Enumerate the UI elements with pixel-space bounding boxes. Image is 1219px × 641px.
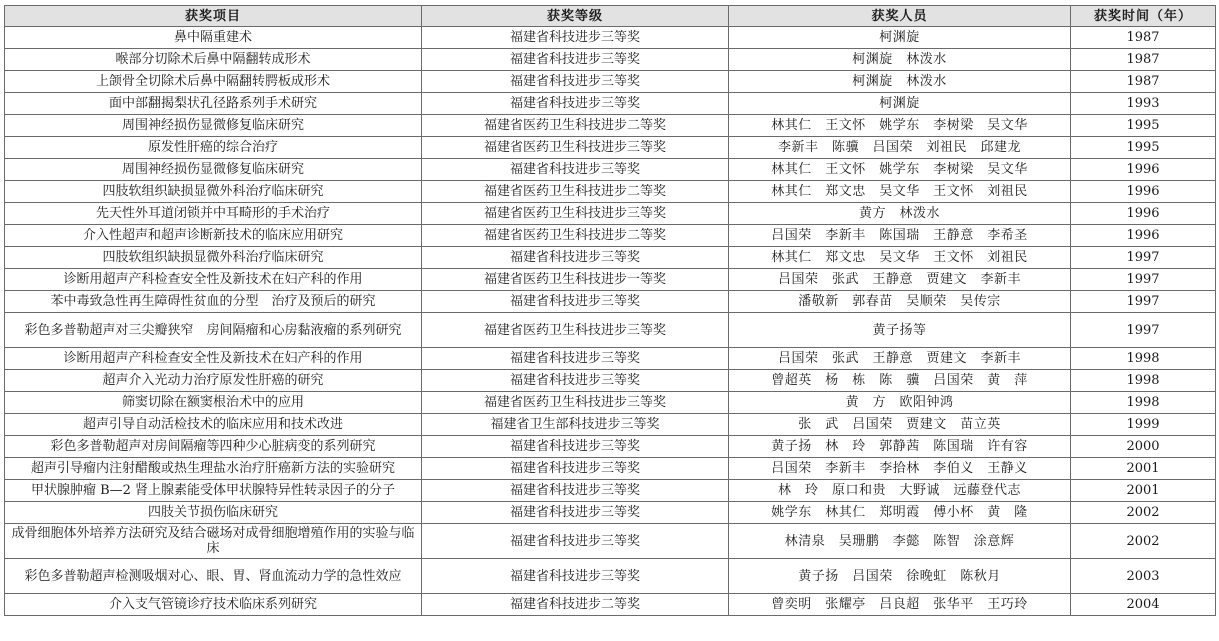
table-row <box>5 225 1216 247</box>
cell-people: 吕国荣 张武 王静意 贾建文 李新丰 <box>729 348 1071 370</box>
cell-project: 面中部翻揭梨状孔径路系列手术研究 <box>5 93 422 115</box>
table-body <box>5 27 1216 616</box>
cell-project: 苯中毒致急性再生障碍性贫血的分型 治疗及预后的研究 <box>5 291 422 313</box>
cell-level: 福建省科技进步三等奖 <box>422 458 729 480</box>
cell-year: 1998 <box>1071 348 1216 370</box>
cell-year: 1996 <box>1071 159 1216 181</box>
cell-year: 1987 <box>1071 27 1216 49</box>
cell-year: 1998 <box>1071 370 1216 392</box>
cell-level: 福建省科技进步三等奖 <box>422 370 729 392</box>
cell-year: 2002 <box>1071 502 1216 524</box>
cell-year: 1997 <box>1071 247 1216 269</box>
cell-year: 1996 <box>1071 225 1216 247</box>
cell-year: 1998 <box>1071 392 1216 414</box>
cell-level: 福建省科技进步三等奖 <box>422 436 729 458</box>
cell-project: 超声介入光动力治疗原发性肝癌的研究 <box>5 370 422 392</box>
cell-people: 黄子扬等 <box>729 313 1071 348</box>
table-row <box>5 115 1216 137</box>
cell-year: 1987 <box>1071 49 1216 71</box>
header-year: 获奖时间（年） <box>1071 6 1216 27</box>
cell-level: 福建省科技进步三等奖 <box>422 291 729 313</box>
cell-project: 先天性外耳道闭锁并中耳畸形的手术治疗 <box>5 203 422 225</box>
table-row <box>5 458 1216 480</box>
table-row <box>5 559 1216 594</box>
cell-level: 福建省科技进步三等奖 <box>422 27 729 49</box>
cell-level: 福建省卫生部科技进步三等奖 <box>422 414 729 436</box>
cell-level: 福建省科技进步三等奖 <box>422 247 729 269</box>
cell-people: 林其仁 王文怀 姚学东 李树梁 吴文华 <box>729 115 1071 137</box>
cell-people: 柯渊旋 林泼水 <box>729 71 1071 93</box>
table-row <box>5 247 1216 269</box>
table-header <box>5 6 1216 27</box>
table-row <box>5 524 1216 559</box>
cell-level: 福建省科技进步三等奖 <box>422 71 729 93</box>
cell-year: 2003 <box>1071 559 1216 594</box>
cell-level: 福建省科技进步三等奖 <box>422 480 729 502</box>
cell-year: 1995 <box>1071 115 1216 137</box>
cell-level: 福建省医药卫生科技进步三等奖 <box>422 203 729 225</box>
cell-project: 周围神经损伤显微修复临床研究 <box>5 159 422 181</box>
cell-level: 福建省科技进步三等奖 <box>422 524 729 559</box>
cell-year: 2004 <box>1071 594 1216 616</box>
table-row <box>5 291 1216 313</box>
cell-project: 介入支气管镜诊疗技术临床系列研究 <box>5 594 422 616</box>
cell-year: 1997 <box>1071 291 1216 313</box>
cell-level: 福建省科技进步三等奖 <box>422 502 729 524</box>
cell-year: 2001 <box>1071 458 1216 480</box>
cell-level: 福建省科技进步三等奖 <box>422 559 729 594</box>
cell-project: 上颌骨全切除术后鼻中隔翻转腭板成形术 <box>5 71 422 93</box>
cell-project: 甲状腺肿瘤 B—2 肾上腺素能受体甲状腺特异性转录因子的分子 <box>5 480 422 502</box>
cell-level: 福建省科技进步二等奖 <box>422 594 729 616</box>
cell-people: 李新丰 陈骥 吕国荣 刘祖民 邱建龙 <box>729 137 1071 159</box>
cell-people: 曾超英 杨 栋 陈 骥 吕国荣 黄 萍 <box>729 370 1071 392</box>
cell-project: 超声引导自动活检技术的临床应用和技术改进 <box>5 414 422 436</box>
cell-level: 福建省科技进步三等奖 <box>422 159 729 181</box>
cell-project: 彩色多普勒超声对三尖瓣狭窄 房间隔瘤和心房黏液瘤的系列研究 <box>5 313 422 348</box>
cell-year: 2000 <box>1071 436 1216 458</box>
cell-level: 福建省医药卫生科技进步三等奖 <box>422 137 729 159</box>
header-people: 获奖人员 <box>729 6 1071 27</box>
cell-people: 柯渊旋 <box>729 93 1071 115</box>
cell-project: 四肢软组织缺损显微外科治疗临床研究 <box>5 181 422 203</box>
cell-people: 林 玲 原口和贵 大野诚 远藤登代志 <box>729 480 1071 502</box>
cell-project: 诊断用超声产科检查安全性及新技术在妇产科的作用 <box>5 269 422 291</box>
cell-project: 原发性肝癌的综合治疗 <box>5 137 422 159</box>
table-row <box>5 49 1216 71</box>
cell-year: 1997 <box>1071 269 1216 291</box>
cell-level: 福建省科技进步三等奖 <box>422 49 729 71</box>
cell-year: 1987 <box>1071 71 1216 93</box>
cell-people: 黄 方 欧阳钟鸿 <box>729 392 1071 414</box>
cell-project: 超声引导瘤内注射醋酸或热生理盐水治疗肝癌新方法的实验研究 <box>5 458 422 480</box>
table-row <box>5 502 1216 524</box>
table-row <box>5 159 1216 181</box>
table-row <box>5 269 1216 291</box>
cell-project: 诊断用超声产科检查安全性及新技术在妇产科的作用 <box>5 348 422 370</box>
cell-year: 2002 <box>1071 524 1216 559</box>
cell-people: 张 武 吕国荣 贾建文 苗立英 <box>729 414 1071 436</box>
table-row <box>5 137 1216 159</box>
table-row <box>5 181 1216 203</box>
cell-project: 筛窦切除在额窦根治术中的应用 <box>5 392 422 414</box>
cell-people: 黄子扬 吕国荣 徐晚虹 陈秋月 <box>729 559 1071 594</box>
cell-people: 曾奕明 张耀亭 吕良超 张华平 王巧玲 <box>729 594 1071 616</box>
cell-people: 林其仁 郑文忠 吴文华 王文怀 刘祖民 <box>729 181 1071 203</box>
table-row <box>5 414 1216 436</box>
cell-people: 黄子扬 林 玲 郭静茜 陈国瑞 许有容 <box>729 436 1071 458</box>
table-row <box>5 480 1216 502</box>
cell-level: 福建省科技进步三等奖 <box>422 93 729 115</box>
cell-project: 介入性超声和超声诊断新技术的临床应用研究 <box>5 225 422 247</box>
cell-level: 福建省医药卫生科技进步二等奖 <box>422 115 729 137</box>
cell-project: 鼻中隔重建术 <box>5 27 422 49</box>
cell-year: 1996 <box>1071 203 1216 225</box>
cell-project: 喉部分切除术后鼻中隔翻转成形术 <box>5 49 422 71</box>
table-row <box>5 203 1216 225</box>
cell-people: 柯渊旋 林泼水 <box>729 49 1071 71</box>
header-row <box>5 6 1216 27</box>
cell-year: 2001 <box>1071 480 1216 502</box>
cell-year: 1993 <box>1071 93 1216 115</box>
table-row <box>5 71 1216 93</box>
cell-year: 1996 <box>1071 181 1216 203</box>
table-row <box>5 348 1216 370</box>
cell-level: 福建省医药卫生科技进步二等奖 <box>422 181 729 203</box>
cell-level: 福建省医药卫生科技进步三等奖 <box>422 313 729 348</box>
cell-people: 潘敬新 郭春苗 吴顺荣 吴传宗 <box>729 291 1071 313</box>
cell-people: 柯渊旋 <box>729 27 1071 49</box>
table-row <box>5 27 1216 49</box>
cell-people: 林其仁 郑文忠 吴文华 王文怀 刘祖民 <box>729 247 1071 269</box>
cell-people: 林清泉 吴珊鹏 李懿 陈智 涂意辉 <box>729 524 1071 559</box>
cell-project: 成骨细胞体外培养方法研究及结合磁场对成骨细胞增殖作用的实验与临床 <box>5 524 422 559</box>
cell-level: 福建省医药卫生科技进步二等奖 <box>422 225 729 247</box>
table-row <box>5 93 1216 115</box>
cell-project: 四肢软组织缺损显微外科治疗临床研究 <box>5 247 422 269</box>
cell-project: 周围神经损伤显微修复临床研究 <box>5 115 422 137</box>
cell-people: 黄方 林泼水 <box>729 203 1071 225</box>
table-row <box>5 436 1216 458</box>
table-row <box>5 370 1216 392</box>
cell-level: 福建省医药卫生科技进步三等奖 <box>422 392 729 414</box>
cell-project: 彩色多普勒超声对房间隔瘤等四种少心脏病变的系列研究 <box>5 436 422 458</box>
awards-table <box>4 5 1216 616</box>
cell-year: 1997 <box>1071 313 1216 348</box>
cell-year: 1999 <box>1071 414 1216 436</box>
header-project: 获奖项目 <box>5 6 422 27</box>
cell-people: 姚学东 林其仁 郑明霞 傅小杯 黄 隆 <box>729 502 1071 524</box>
table-row <box>5 313 1216 348</box>
header-level: 获奖等级 <box>422 6 729 27</box>
table-row <box>5 392 1216 414</box>
table-row <box>5 594 1216 616</box>
cell-people: 林其仁 王文怀 姚学东 李树梁 吴文华 <box>729 159 1071 181</box>
cell-year: 1995 <box>1071 137 1216 159</box>
cell-people: 吕国荣 李新丰 李拾林 李伯义 王静义 <box>729 458 1071 480</box>
cell-project: 四肢关节损伤临床研究 <box>5 502 422 524</box>
cell-level: 福建省医药卫生科技进步一等奖 <box>422 269 729 291</box>
cell-people: 吕国荣 李新丰 陈国瑞 王静意 李希圣 <box>729 225 1071 247</box>
cell-project: 彩色多普勒超声检测吸烟对心、眼、胃、肾血流动力学的急性效应 <box>5 559 422 594</box>
cell-people: 吕国荣 张武 王静意 贾建文 李新丰 <box>729 269 1071 291</box>
cell-level: 福建省科技进步三等奖 <box>422 348 729 370</box>
